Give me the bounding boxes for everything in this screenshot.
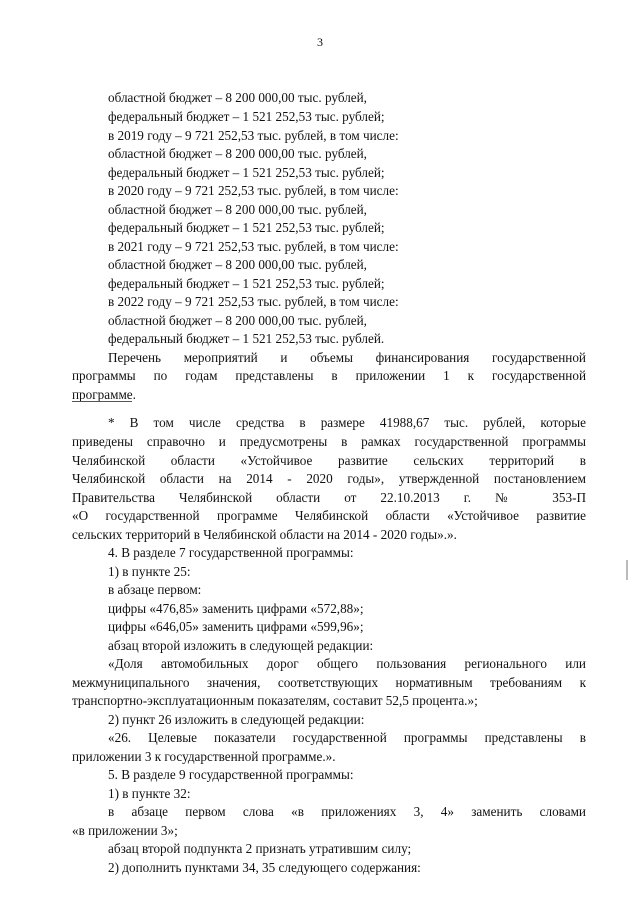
quote-line: транспортно-эксплуатационным показателям, составит 52,5 процента.»; [72,693,478,708]
section7-item: 2) пункт 26 изложить в следующей редакции: [108,712,365,727]
scan-edge-mark [626,560,628,580]
footnote-line: * В том числе средства в размере 41988,67 тыс. рублей, которые [108,415,586,430]
body-line: областной бюджет – 8 200 000,00 тыс. рублей, [108,313,367,328]
footnote-separator [72,401,132,402]
body-line: в 2021 году – 9 721 252,53 тыс. рублей, в том числе: [108,239,399,254]
body-line: областной бюджет – 8 200 000,00 тыс. рублей, [108,202,367,217]
section7-line: цифры «646,05» заменить цифрами «599,96»; [108,619,364,634]
perechen-line: Перечень мероприятий и объемы финансирования государственной [108,350,586,365]
section9-item: 2) дополнить пунктами 34, 35 следующего содержания: [108,860,421,875]
body-line: в 2020 году – 9 721 252,53 тыс. рублей, в том числе: [108,183,399,198]
p26-line: «26. Целевые показатели государственной программы представлены в [108,730,586,745]
body-line: федеральный бюджет – 1 521 252,53 тыс. рублей. [108,331,385,346]
body-line: областной бюджет – 8 200 000,00 тыс. рублей, [108,146,367,161]
section9-line: «в приложении 3»; [72,823,178,838]
body-line: областной бюджет – 8 200 000,00 тыс. рублей, [108,90,367,105]
section9-line: абзац второй подпункта 2 признать утратившим силу; [108,841,412,856]
page-number: 3 [317,35,323,49]
p26-line: приложении 3 к государственной программе.». [72,749,336,764]
footnote-line: Челябинской области «Устойчивое развитие сельских территорий в [72,453,586,468]
quote-line: межмуниципального значения, соответствующих нормативным требованиям к [72,675,586,690]
body-line: в 2022 году – 9 721 252,53 тыс. рублей, в том числе: [108,294,399,309]
body-line: федеральный бюджет – 1 521 252,53 тыс. рублей; [108,220,385,235]
body-line: областной бюджет – 8 200 000,00 тыс. рублей, [108,257,367,272]
footnote-line: «О государственной программе Челябинской области «Устойчивое развитие [72,508,586,523]
body-line: федеральный бюджет – 1 521 252,53 тыс. рублей; [108,276,385,291]
section9-item: 1) в пункте 32: [108,786,191,801]
footnote-line: Челябинской области на 2014 - 2020 годы», утвержденной постановлением [72,471,586,486]
footnote-line: Правительства Челябинской области от 22.10.2013 г. № 353-П [72,490,586,505]
perechen-line: программе. [72,387,136,402]
footnote-line: приведены справочно и предусмотрены в рамках государственной программы [72,434,586,449]
section7-heading: 4. В разделе 7 государственной программы: [108,545,354,560]
section7-item: 1) в пункте 25: [108,564,191,579]
footnote-line: сельских территорий в Челябинской области на 2014 - 2020 годы».». [72,527,457,542]
section7-line: цифры «476,85» заменить цифрами «572,88»; [108,601,364,616]
section9-line: в абзаце первом слова «в приложениях 3, 4» заменить словами [108,804,586,819]
perechen-line: программы по годам представлены в приложении 1 к государственной [72,368,586,383]
section9-heading: 5. В разделе 9 государственной программы: [108,767,354,782]
body-line: федеральный бюджет – 1 521 252,53 тыс. рублей; [108,109,385,124]
body-line: федеральный бюджет – 1 521 252,53 тыс. рублей; [108,165,385,180]
body-line: в 2019 году – 9 721 252,53 тыс. рублей, в том числе: [108,128,399,143]
quote-line: «Доля автомобильных дорог общего пользования регионального или [108,656,586,671]
section7-line: абзац второй изложить в следующей редакции: [108,638,374,653]
section7-line: в абзаце первом: [108,582,202,597]
